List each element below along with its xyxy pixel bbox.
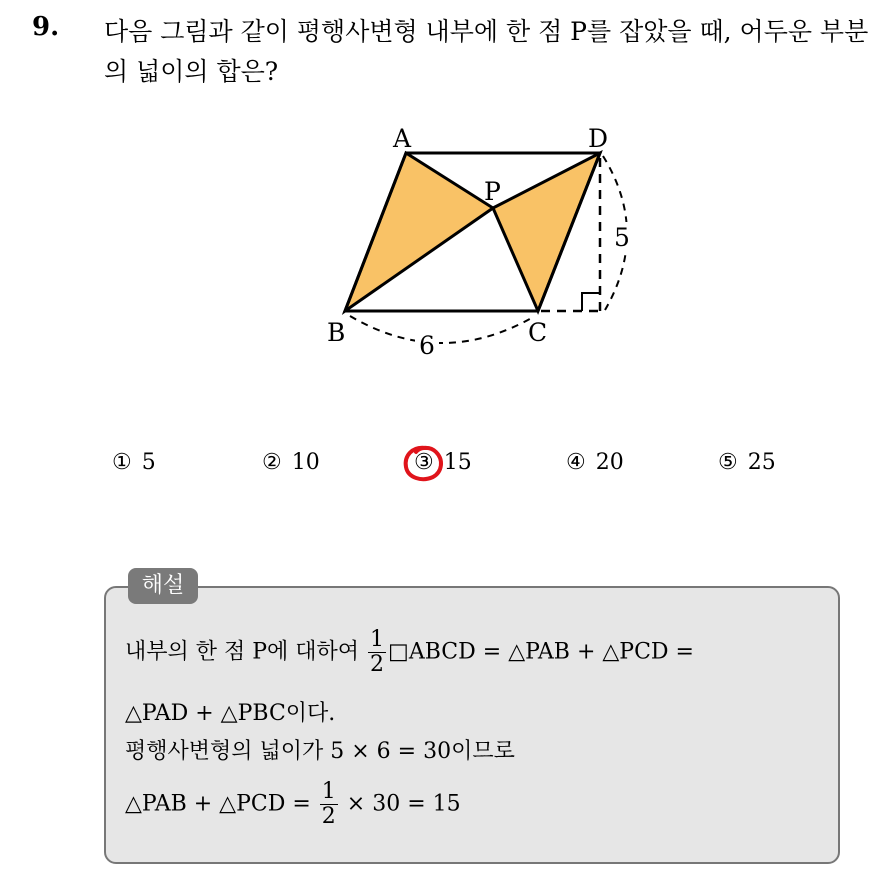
choice-2-mark: ② [262, 450, 282, 475]
choice-3[interactable] [414, 450, 472, 475]
solution-line-4 [125, 780, 461, 829]
solution-line-1-suffix: □ABCD = △PAB + △PCD = [388, 639, 694, 665]
choice-1-mark: ① [112, 450, 132, 475]
right-angle-mark [582, 293, 600, 311]
choice-4[interactable] [566, 450, 624, 475]
vertex-label-b: B [327, 318, 346, 347]
solution-line-2: △PAD + △PBC이다. [125, 701, 336, 726]
vertex-label-d: D [588, 124, 609, 153]
choice-5-value: 25 [747, 450, 776, 475]
point-label-p: P [484, 177, 501, 206]
choice-3-mark: ③ [414, 450, 434, 475]
choice-2[interactable] [262, 450, 320, 475]
solution-line-3: 평행사변형의 넓이가 5 × 6 = 30이므로 [125, 739, 515, 764]
solution-line-1 [125, 628, 694, 677]
solution-tab: 해설 [128, 568, 198, 604]
solution-line-4-fraction [320, 780, 338, 829]
base-dimension-arc [350, 316, 535, 343]
question-number: 9. [32, 12, 60, 42]
selected-answer-circle [400, 442, 448, 486]
question-text: 다음 그림과 같이 평행사변형 내부에 한 점 P를 잡았을 때, 어두운 부분의 넓이의 합은? [104, 17, 869, 86]
fraction-numerator: 1 [370, 627, 385, 652]
solution-line-1-prefix: 내부의 한 점 P에 대하여 [125, 639, 360, 665]
fraction-denominator: 2 [370, 652, 385, 677]
height-label: 5 [614, 223, 630, 252]
shaded-triangle-pab [345, 153, 493, 311]
choice-4-value: 20 [595, 450, 624, 475]
choice-3-value: 15 [443, 450, 472, 475]
solution-line-4-suffix: × 30 = 15 [346, 791, 461, 817]
choice-1-value: 5 [141, 450, 156, 475]
choice-1[interactable] [112, 450, 156, 475]
choice-4-mark: ④ [566, 450, 586, 475]
base-label: 6 [419, 331, 435, 360]
vertex-label-c: C [528, 318, 548, 347]
solution-line-1-fraction [368, 628, 386, 677]
choice-5[interactable] [718, 450, 776, 475]
choice-2-value: 10 [291, 450, 320, 475]
vertex-label-a: A [393, 124, 412, 153]
fraction-numerator: 1 [321, 779, 336, 804]
choice-5-mark: ⑤ [718, 450, 738, 475]
fraction-denominator: 2 [321, 804, 336, 829]
solution-line-4-prefix: △PAB + △PCD = [125, 791, 311, 817]
